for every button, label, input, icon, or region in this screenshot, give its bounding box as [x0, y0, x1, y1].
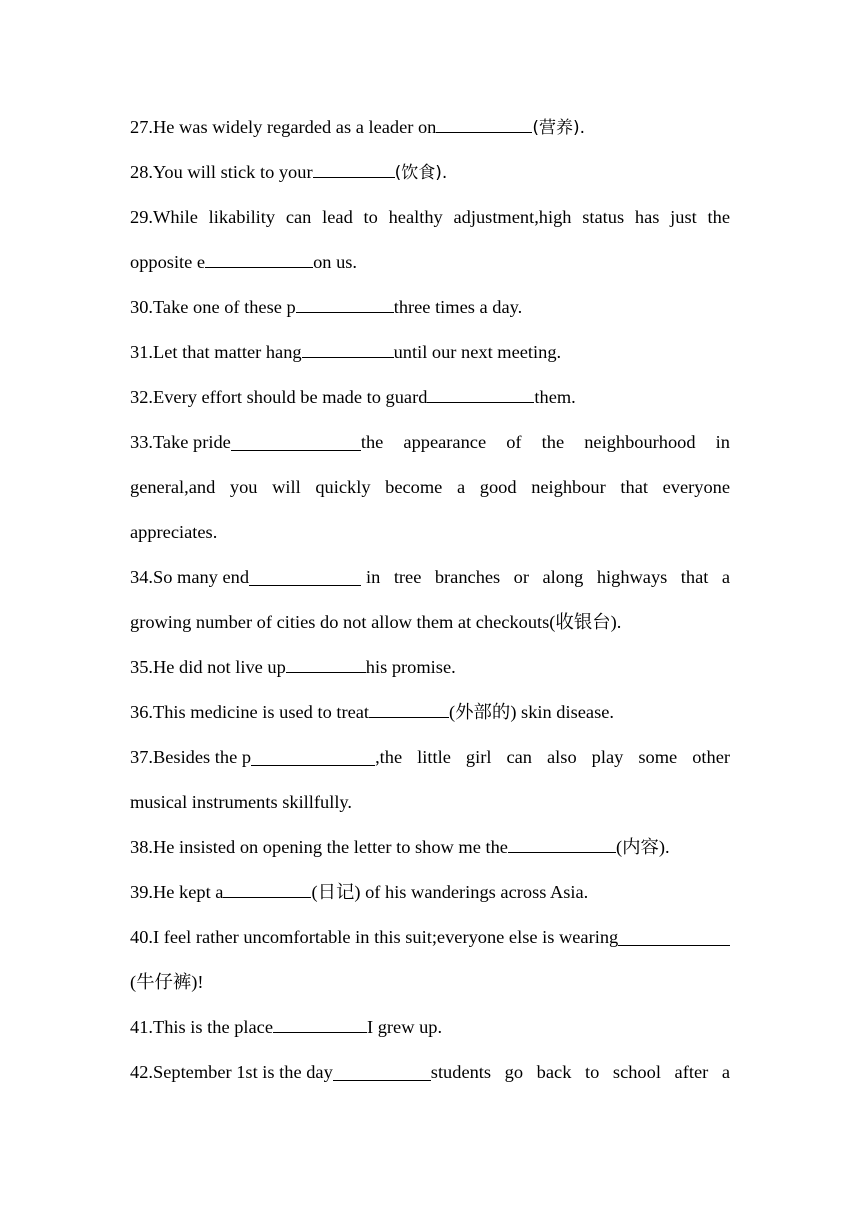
answer-blank-41[interactable]	[273, 1018, 367, 1033]
question-33-text: 33.Take pride	[130, 432, 231, 452]
question-42-suffix: students go back to school after a	[430, 1062, 730, 1082]
question-28-text: 28.You will stick to your	[130, 162, 313, 182]
question-27-text: 27.He was widely regarded as a leader on	[130, 117, 437, 137]
exercise-page	[130, 105, 730, 1095]
question-28	[130, 150, 730, 195]
question-40-line-2	[130, 960, 730, 1005]
answer-blank-39[interactable]	[223, 883, 311, 898]
question-39	[130, 870, 730, 915]
answer-blank-29[interactable]	[205, 253, 313, 268]
question-39-text: 39.He kept a	[130, 882, 224, 902]
question-40-line-1	[130, 915, 730, 960]
question-39-suffix: (日记) of his wanderings across Asia.	[311, 882, 589, 902]
question-33-continuation: general,and you will quickly become a good neighbour that everyone	[130, 477, 730, 497]
question-30-suffix: three times a day.	[393, 297, 523, 317]
question-32-suffix: them.	[534, 387, 576, 407]
question-40-text: 40.I feel rather uncomfortable in this suit;everyone else is wearing	[130, 927, 619, 947]
question-33-end: appreciates.	[130, 522, 218, 542]
question-28-hint: (饮食).	[394, 163, 448, 183]
question-36-text: 36.This medicine is used to treat	[130, 702, 370, 722]
question-34-line-1	[130, 555, 730, 600]
question-33-suffix: the appearance of the neighbourhood in	[360, 432, 730, 452]
question-33-line-1	[130, 420, 730, 465]
question-40-hint: (牛仔裤)!	[130, 972, 204, 992]
question-34-continuation: growing number of cities do not allow them at checkouts(收银台).	[130, 612, 622, 632]
question-35-text: 35.He did not live up	[130, 657, 286, 677]
question-30	[130, 285, 730, 330]
question-31-text: 31.Let that matter hang	[130, 342, 302, 362]
question-29-prefix: opposite e	[130, 252, 206, 272]
answer-blank-35[interactable]	[286, 658, 366, 673]
answer-blank-34[interactable]	[249, 571, 361, 586]
answer-blank-40[interactable]	[618, 931, 730, 946]
question-36-suffix: (外部的) skin disease.	[449, 702, 615, 722]
question-41-suffix: I grew up.	[367, 1017, 443, 1037]
question-31	[130, 330, 730, 375]
answer-blank-36[interactable]	[369, 703, 449, 718]
question-41	[130, 1005, 730, 1050]
question-34-suffix: in tree branches or along highways that a	[366, 567, 730, 587]
question-37-line-2	[130, 780, 730, 825]
answer-blank-38[interactable]	[508, 838, 616, 853]
question-30-text: 30.Take one of these p	[130, 297, 296, 317]
question-29-line-1	[130, 195, 730, 240]
question-35-suffix: his promise.	[365, 657, 456, 677]
answer-blank-27[interactable]	[436, 118, 532, 133]
question-37-suffix: ,the little girl can also play some other	[375, 747, 730, 767]
answer-blank-31[interactable]	[302, 343, 394, 358]
question-29-suffix: on us.	[313, 252, 358, 272]
question-35	[130, 645, 730, 690]
answer-blank-33[interactable]	[231, 436, 361, 451]
question-32-text: 32.Every effort should be made to guard	[130, 387, 428, 407]
question-33-line-2	[130, 465, 730, 510]
question-34-text: 34.So many end	[130, 567, 250, 587]
question-38-text: 38.He insisted on opening the letter to show me the	[130, 837, 508, 857]
question-37-line-1	[130, 735, 730, 780]
question-27-hint: (营养).	[532, 118, 586, 138]
answer-blank-28[interactable]	[313, 163, 395, 178]
question-38-hint: (内容).	[615, 837, 670, 857]
answer-blank-32[interactable]	[427, 388, 534, 403]
answer-blank-37[interactable]	[251, 751, 375, 766]
question-32	[130, 375, 730, 420]
question-27	[130, 105, 730, 150]
question-29-line-2	[130, 240, 730, 285]
question-41-text: 41.This is the place	[130, 1017, 274, 1037]
question-29-text: 29.While likability can lead to healthy adjustment,high status has just the	[130, 207, 730, 227]
question-36	[130, 690, 730, 735]
answer-blank-42[interactable]	[333, 1066, 431, 1081]
question-33-line-3	[130, 510, 730, 555]
question-42	[130, 1050, 730, 1095]
question-31-suffix: until our next meeting.	[393, 342, 562, 362]
question-34-line-2	[130, 600, 730, 645]
question-38	[130, 825, 730, 870]
question-42-text: 42.September 1st is the day	[130, 1062, 333, 1082]
question-37-continuation: musical instruments skillfully.	[130, 792, 353, 812]
question-37-text: 37.Besides the p	[130, 747, 252, 767]
answer-blank-30[interactable]	[296, 298, 394, 313]
